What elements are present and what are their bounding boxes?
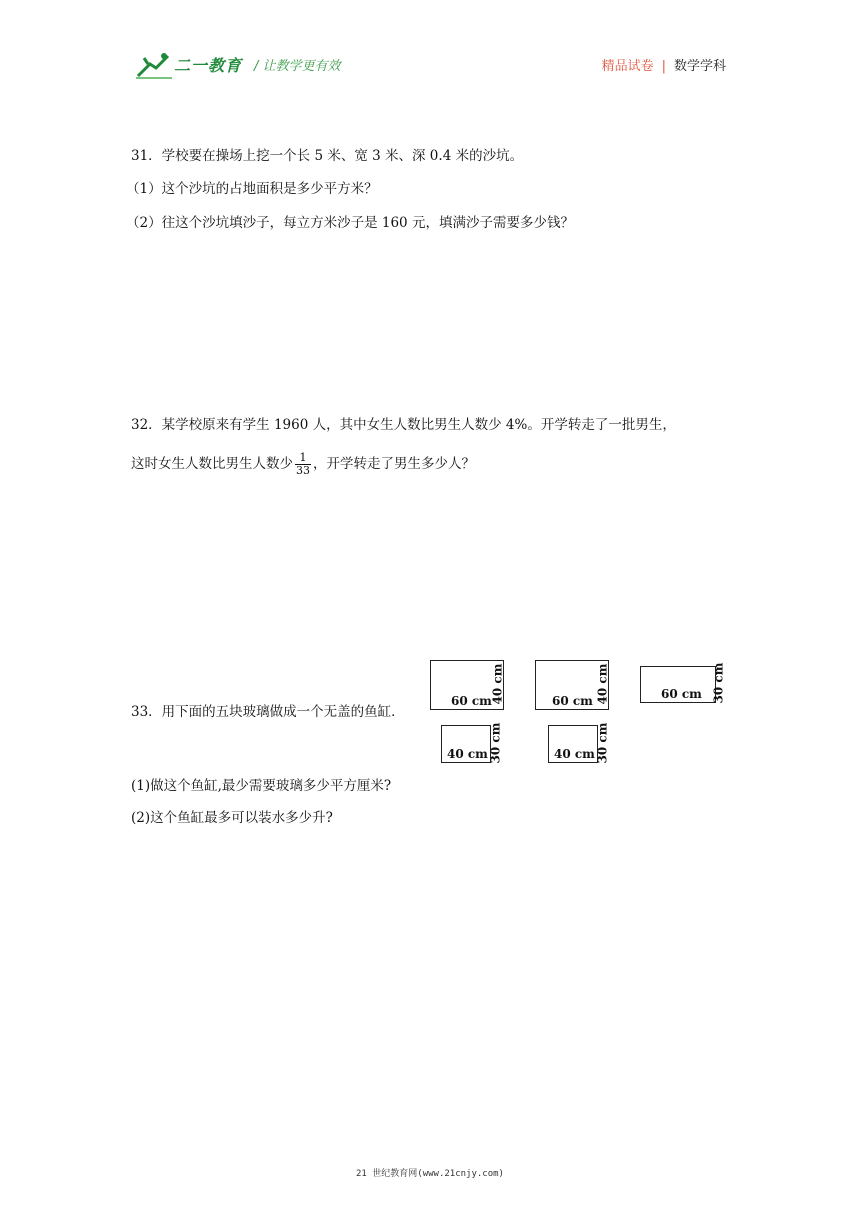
q33-part1: (1)做这个鱼缸,最少需要玻璃多少平方厘米? — [131, 778, 392, 794]
subject-label: 数学学科 — [673, 59, 726, 74]
q32-line2-before: 这时女生人数比男生人数少 — [131, 456, 293, 472]
q31-part1: （1）这个沙坑的占地面积是多少平方米？ — [126, 181, 378, 197]
runner-logo-icon — [134, 50, 174, 80]
header-logo — [134, 50, 364, 82]
header-separator: | — [661, 59, 666, 74]
panel-3-side-label: 30 cm — [711, 662, 726, 704]
q33-stem: 33．用下面的五块玻璃做成一个无盖的鱼缸． — [131, 704, 405, 720]
fraction-numerator: 1 — [295, 452, 311, 465]
q31-part2: （2）往这个沙坑填沙子，每立方米沙子是 160 元，填满沙子需要多少钱？ — [126, 215, 574, 231]
brand-name: 二一教育 — [174, 56, 243, 75]
panel-1-bottom-label: 60 cm — [451, 694, 492, 708]
header-subject — [602, 55, 726, 74]
glass-panel-1 — [430, 660, 504, 710]
q32-fraction — [295, 452, 311, 477]
q31-stem: 31．学校要在操场上挖一个长 5 米、宽 3 米、深 0.4 米的沙坑。 — [131, 148, 524, 164]
panel-2-bottom-label: 60 cm — [552, 694, 593, 708]
glass-panel-4 — [441, 725, 491, 763]
brand-slogan: / 让教学更有效 — [254, 59, 341, 74]
panel-2-side-label: 40 cm — [595, 663, 610, 705]
glass-panel-3 — [640, 666, 716, 703]
q32-line2 — [131, 452, 475, 477]
panel-5-side-label: 30 cm — [595, 722, 610, 764]
q32-line2-after: ，开学转走了男生多少人？ — [313, 456, 475, 472]
panel-5-bottom-label: 40 cm — [554, 747, 595, 761]
panel-4-bottom-label: 40 cm — [447, 747, 488, 761]
glass-panel-2 — [535, 660, 609, 710]
paper-tag: 精品试卷 — [601, 59, 654, 74]
glass-panel-5 — [548, 725, 598, 763]
q32-line1: 32．某学校原来有学生 1960 人，其中女生人数比男生人数少 4%。开学转走了一批男生， — [131, 417, 676, 433]
panel-4-side-label: 30 cm — [488, 722, 503, 764]
panel-3-bottom-label: 60 cm — [661, 687, 702, 701]
q33-part2: (2)这个鱼缸最多可以装水多少升? — [131, 810, 333, 826]
fraction-denominator: 33 — [296, 464, 310, 477]
panel-1-side-label: 40 cm — [490, 663, 505, 705]
page-footer: 21 世纪教育网(www.21cnjy.com) — [356, 1169, 504, 1179]
